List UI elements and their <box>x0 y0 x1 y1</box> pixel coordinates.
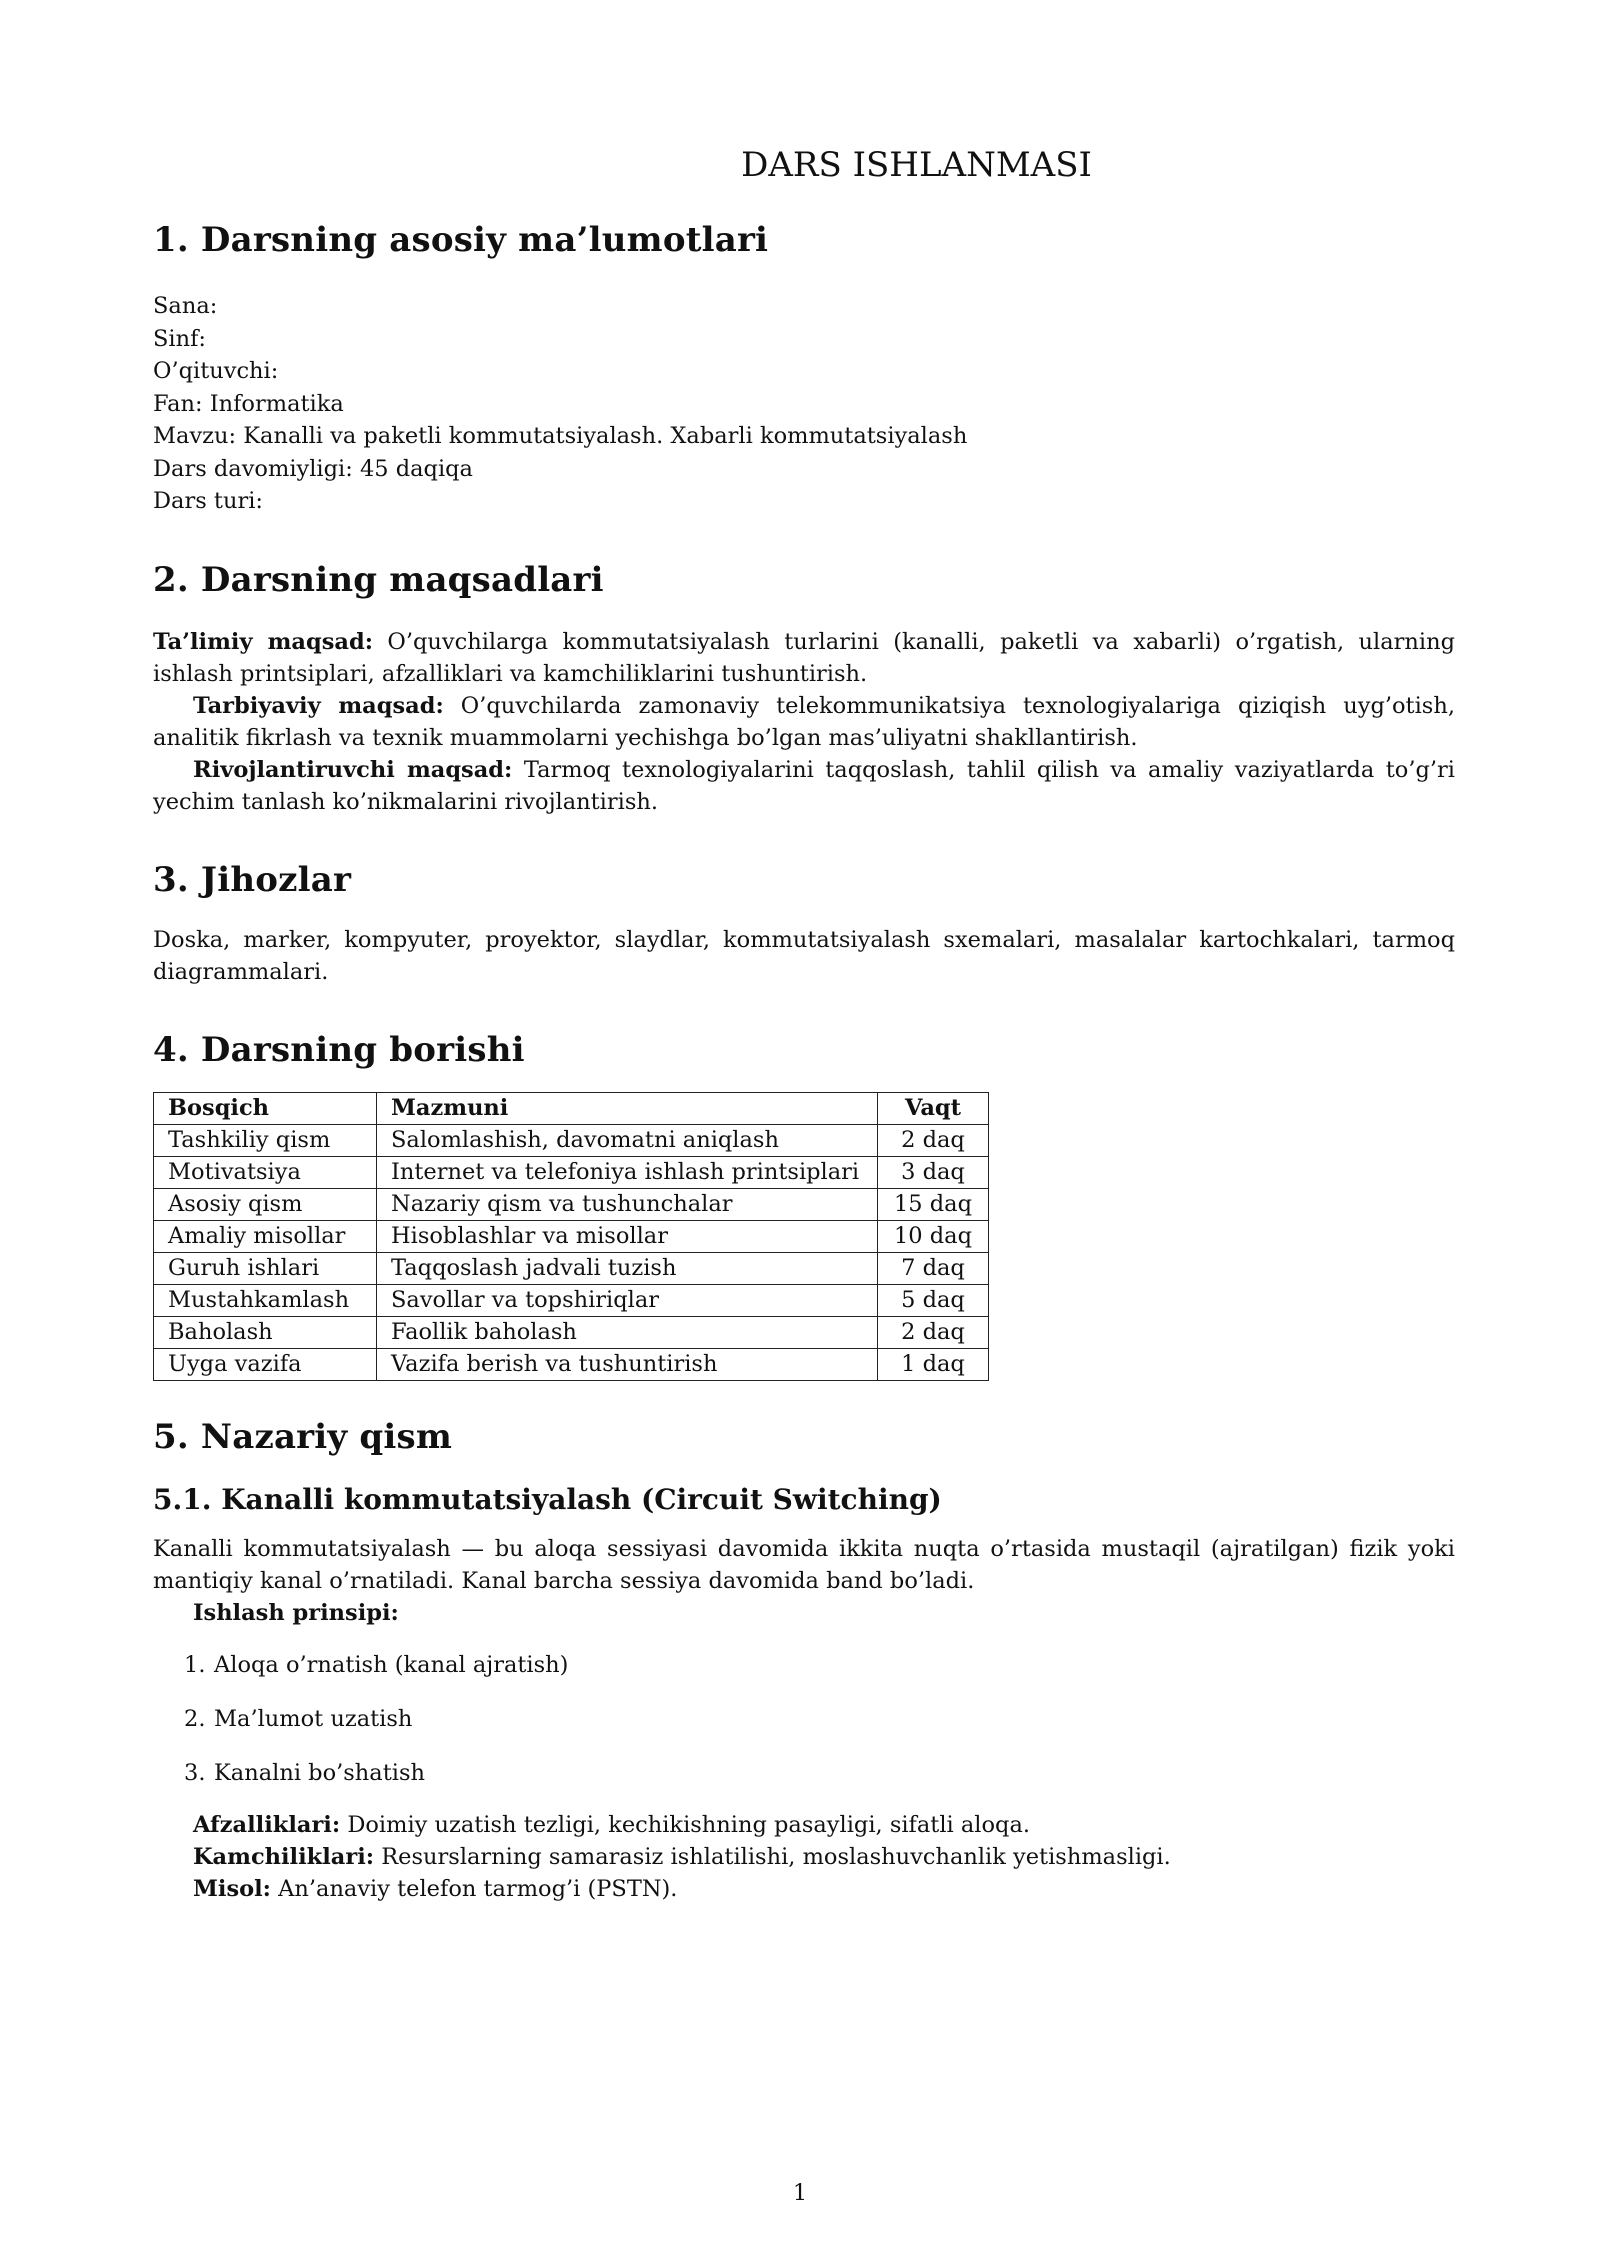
goal-developmental <box>153 754 1455 818</box>
example-label: Misol: <box>193 1875 271 1902</box>
page-number: 1 <box>792 2180 808 2206</box>
info-line-class: Sinf: <box>153 325 207 352</box>
table-row <box>154 1348 989 1380</box>
content-cell: Salomlashish, davomatni aniqlash <box>377 1124 878 1156</box>
section-4-heading: 4. Darsning borishi <box>153 1029 525 1070</box>
step-number: 3. <box>184 1759 206 1786</box>
section-5-heading: 5. Nazariy qism <box>153 1416 453 1457</box>
goal-label: Tarbiyaviy maqsad: <box>193 692 444 719</box>
list-item <box>153 1703 1455 1735</box>
stage-cell: Guruh ishlari <box>154 1252 377 1284</box>
step-text: Kanalni bo’shatish <box>214 1759 425 1786</box>
step-text: Ma’lumot uzatish <box>214 1705 413 1732</box>
info-line-subject: Fan: Informatika <box>153 390 344 417</box>
stage-cell: Tashkiliy qism <box>154 1124 377 1156</box>
step-text: Aloqa o’rnatish (kanal ajratish) <box>214 1651 569 1678</box>
example-text: An’anaviy telefon tarmog’i (PSTN). <box>270 1875 678 1902</box>
time-cell: 5 daq <box>878 1284 989 1316</box>
table-row <box>154 1316 989 1348</box>
content-cell: Hisoblashlar va misollar <box>377 1220 878 1252</box>
table-row <box>154 1220 989 1252</box>
info-line-topic: Mavzu: Kanalli va paketli kommutatsiyalash. Xabarli kommutatsiyalash <box>153 423 968 449</box>
table-row <box>154 1252 989 1284</box>
content-cell: Vazifa berish va tushuntirish <box>377 1348 878 1380</box>
disadvantages-label: Kamchiliklari: <box>193 1843 375 1870</box>
content-cell: Faollik baholash <box>377 1316 878 1348</box>
table-row <box>154 1124 989 1156</box>
info-line-type: Dars turi: <box>153 488 263 514</box>
goal-educational <box>153 626 1455 690</box>
stage-cell: Motivatsiya <box>154 1156 377 1188</box>
time-cell: 3 daq <box>878 1156 989 1188</box>
advantages-line <box>153 1809 1455 1841</box>
info-line-date: Sana: <box>153 293 218 319</box>
goal-text: O’quvchilarga kommutatsiyalash turlarini (kanalli, paketli va xabarli) o’rgatish, ularning ishlash printsiplari, afzalliklari va kamchiliklarini tushuntirish. <box>153 628 1455 687</box>
time-cell: 7 daq <box>878 1252 989 1284</box>
table-header-row <box>154 1092 989 1124</box>
basic-info-list <box>153 290 1455 518</box>
step-number: 2. <box>184 1705 206 1732</box>
subsection-5-1-heading: 5.1. Kanalli kommutatsiyalash (Circuit Switching) <box>153 1482 942 1516</box>
document-title: DARS ISHLANMASI <box>741 145 1092 185</box>
disadvantages-text: Resurslarning samarasiz ishlatilishi, moslashuvchanlik yetishmasligi. <box>374 1843 1171 1870</box>
table-row <box>154 1188 989 1220</box>
time-cell: 10 daq <box>878 1220 989 1252</box>
stage-cell: Amaliy misollar <box>154 1220 377 1252</box>
table-row <box>154 1156 989 1188</box>
evaluation-block <box>153 1809 1455 1905</box>
content-cell: Internet va telefoniya ishlash printsiplari <box>377 1156 878 1188</box>
lesson-plan-table <box>153 1092 989 1381</box>
info-line-teacher: O’qituvchi: <box>153 358 279 384</box>
column-header: Bosqich <box>154 1092 377 1124</box>
goal-label: Ta’limiy maqsad: <box>153 628 374 655</box>
list-item <box>153 1649 1455 1681</box>
column-header: Vaqt <box>878 1092 989 1124</box>
info-line-duration: Dars davomiyligi: 45 daqiqa <box>153 455 473 482</box>
example-line <box>153 1873 1455 1905</box>
page-content <box>153 140 1455 1905</box>
goal-text: O’quvchilarda zamonaviy telekommunikatsiya texnologiyalariga qiziqish uyg’otish, analitik fikrlash va texnik muammolarni yechishga bo’lgan mas’uliyatni shakllantirish. <box>153 692 1455 751</box>
content-cell: Savollar va topshiriqlar <box>377 1284 878 1316</box>
advantages-text: Doimiy uzatish tezligi, kechikishning pasayligi, sifatli aloqa. <box>340 1811 1031 1838</box>
stage-cell: Baholash <box>154 1316 377 1348</box>
content-cell: Nazariy qism va tushunchalar <box>377 1188 878 1220</box>
content-cell: Taqqoslash jadvali tuzish <box>377 1252 878 1284</box>
advantages-label: Afzalliklari: <box>193 1811 341 1838</box>
table-row <box>154 1284 989 1316</box>
goal-text: Tarmoq texnologiyalarini taqqoslash, tahlil qilish va amaliy vaziyatlarda to’g’ri yechim tanlash ko’nikmalarini rivojlantirish. <box>153 756 1455 815</box>
time-cell: 15 daq <box>878 1188 989 1220</box>
goals-block <box>153 626 1455 818</box>
step-number: 1. <box>184 1651 206 1678</box>
section-1-heading: 1. Darsning asosiy ma’lumotlari <box>153 220 769 260</box>
stage-cell: Mustahkamlash <box>154 1284 377 1316</box>
circuit-switching-intro: Kanalli kommutatsiyalash — bu aloqa sessiyasi davomida ikkita nuqta o’rtasida mustaqil (ajratilgan) fizik yoki mantiqiy kanal o’rnatiladi. Kanal barcha sessiya davomida band bo’ladi. <box>153 1535 1455 1594</box>
goal-label: Rivojlantiruvchi maqsad: <box>193 756 513 783</box>
principle-steps-list <box>153 1649 1455 1789</box>
stage-cell: Asosiy qism <box>154 1188 377 1220</box>
disadvantages-line <box>153 1841 1455 1873</box>
principle-label: Ishlash prinsipi: <box>193 1599 399 1626</box>
column-header: Mazmuni <box>377 1092 878 1124</box>
time-cell: 1 daq <box>878 1348 989 1380</box>
list-item <box>153 1757 1455 1789</box>
time-cell: 2 daq <box>878 1124 989 1156</box>
section-3-heading: 3. Jihozlar <box>153 859 352 900</box>
equipment-text: Doska, marker, kompyuter, proyektor, slaydlar, kommutatsiyalash sxemalari, masalalar kartochkalari, tarmoq diagrammalari. <box>153 926 1455 985</box>
section-2-heading: 2. Darsning maqsadlari <box>153 559 604 600</box>
goal-upbringing <box>153 690 1455 754</box>
time-cell: 2 daq <box>878 1316 989 1348</box>
stage-cell: Uyga vazifa <box>154 1348 377 1380</box>
